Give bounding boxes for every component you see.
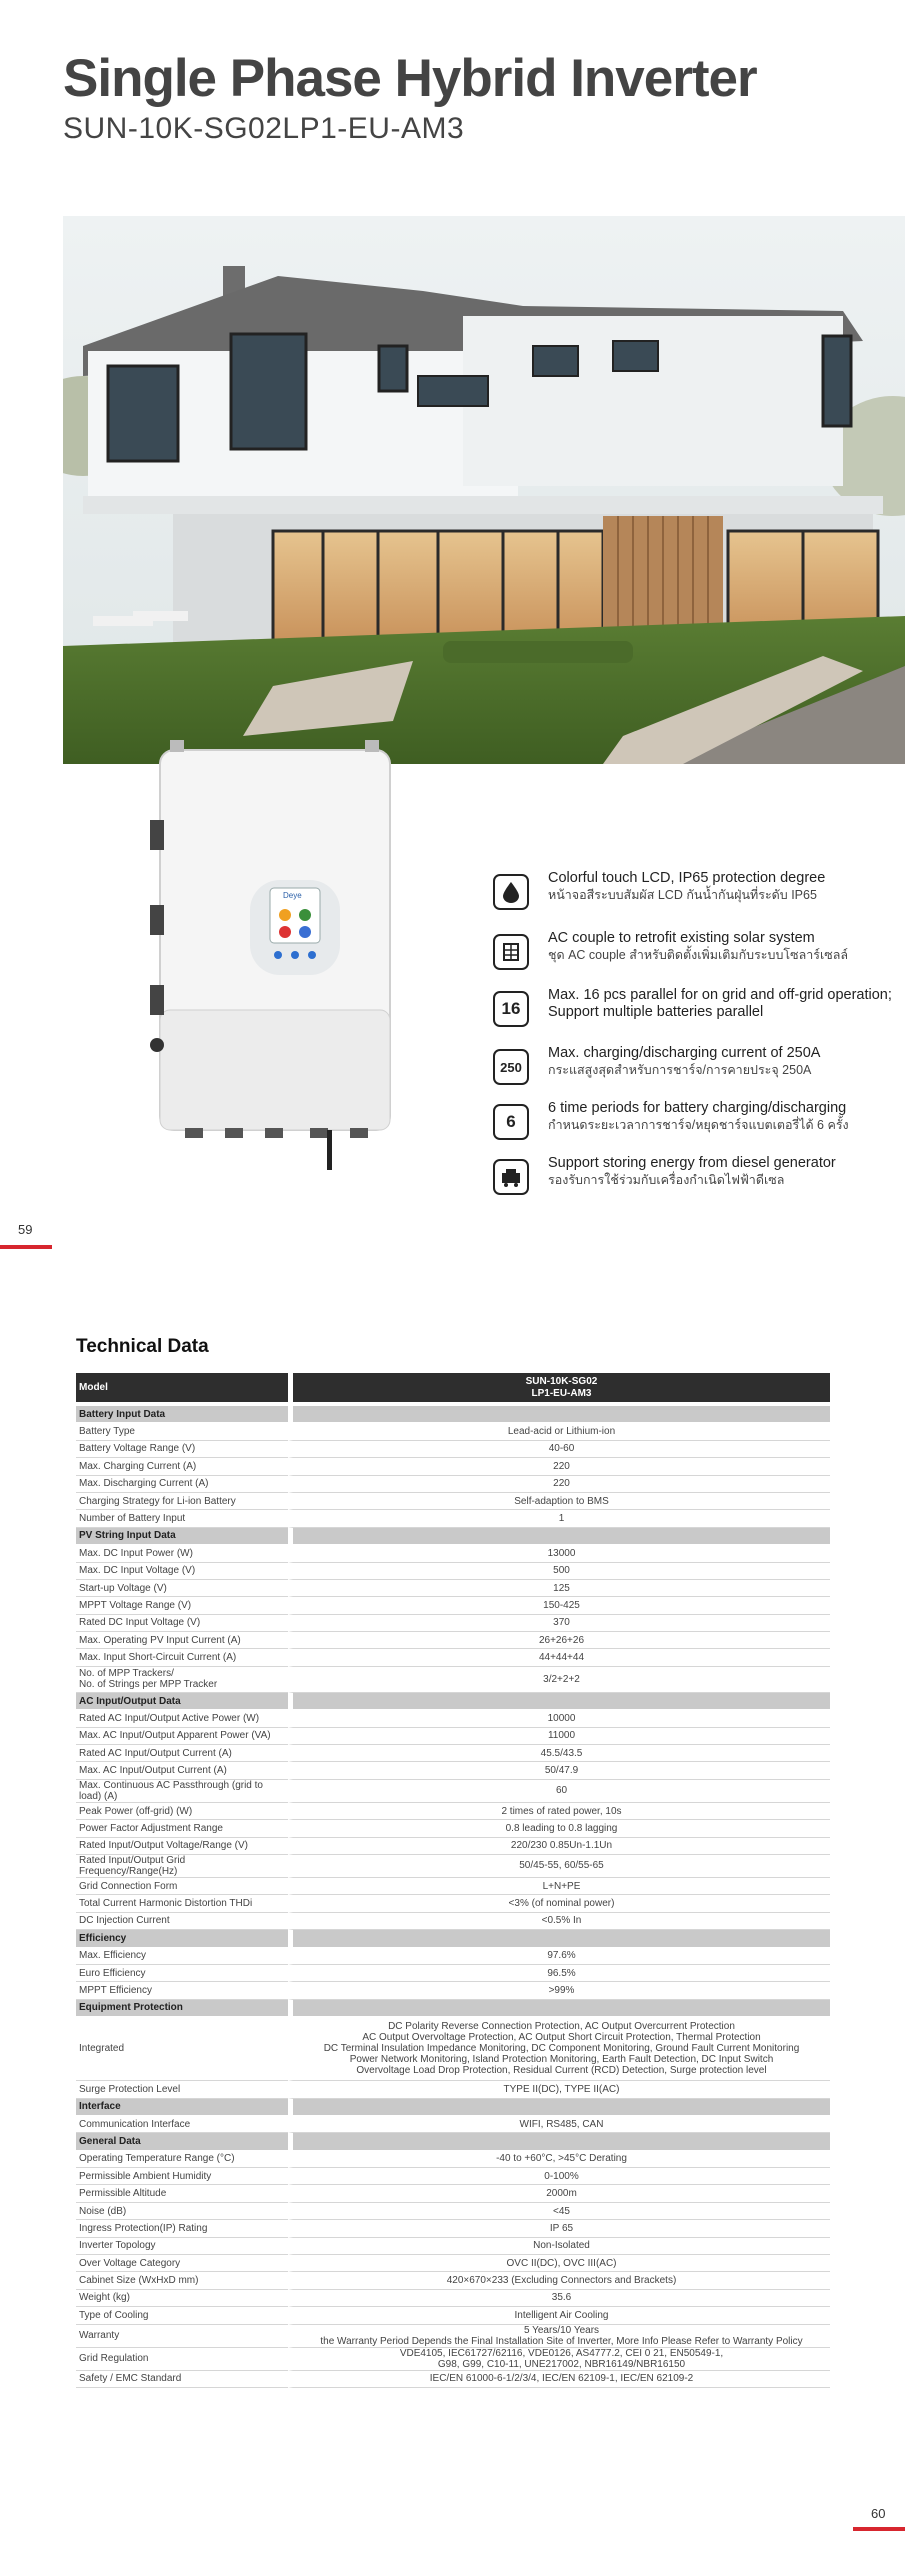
model-value <box>288 1373 830 1406</box>
feature-parallel <box>493 987 903 1033</box>
spec-value: <45 <box>288 2203 830 2220</box>
spec-label: Max. Operating PV Input Current (A) <box>76 1632 288 1649</box>
table-row <box>76 2348 830 2371</box>
section-header-row <box>76 2099 830 2116</box>
table-row <box>76 2168 830 2185</box>
spec-value: <0.5% In <box>288 1913 830 1930</box>
spec-label: Rated DC Input Voltage (V) <box>76 1615 288 1632</box>
spec-value: <3% (of nominal power) <box>288 1895 830 1912</box>
spec-label: Max. DC Input Power (W) <box>76 1545 288 1562</box>
table-row <box>76 1441 830 1458</box>
spec-label: AC Input/Output Data <box>76 1693 288 1710</box>
spec-label: Start-up Voltage (V) <box>76 1580 288 1597</box>
spec-value: 97.6% <box>288 1948 830 1965</box>
spec-value: 1 <box>288 1510 830 1527</box>
spec-label: Interface <box>76 2099 288 2116</box>
feature-generator <box>493 1155 903 1201</box>
spec-label: Battery Voltage Range (V) <box>76 1441 288 1458</box>
spec-value: 96.5% <box>288 1965 830 1982</box>
spec-label: Max. AC Input/Output Apparent Power (VA) <box>76 1728 288 1745</box>
table-row <box>76 1913 830 1930</box>
spec-label: Max. Continuous AC Passthrough (grid to load) (A) <box>76 1780 288 1803</box>
spec-label: Integrated <box>76 2017 288 2081</box>
spec-label: Weight (kg) <box>76 2290 288 2307</box>
spec-value: >99% <box>288 1982 830 1999</box>
spec-label: Power Factor Adjustment Range <box>76 1820 288 1837</box>
table-row <box>76 2290 830 2307</box>
spec-value: Intelligent Air Cooling <box>288 2307 830 2324</box>
spec-value: Lead-acid or Lithium-ion <box>288 1423 830 1440</box>
spec-label: Max. AC Input/Output Current (A) <box>76 1762 288 1779</box>
table-row <box>76 2272 830 2289</box>
spec-value: 220 <box>288 1458 830 1475</box>
spec-value: 35.6 <box>288 2290 830 2307</box>
section-header-row <box>76 1693 830 1710</box>
table-row <box>76 2238 830 2255</box>
table-row <box>76 1632 830 1649</box>
table-row <box>76 1803 830 1820</box>
spec-value: 60 <box>288 1780 830 1803</box>
spec-value <box>288 1528 830 1545</box>
table-row <box>76 1728 830 1745</box>
spec-label: Total Current Harmonic Distortion THDi <box>76 1895 288 1912</box>
spec-value: L+N+PE <box>288 1878 830 1895</box>
table-row <box>76 2220 830 2237</box>
brand-label: Deye <box>283 891 302 900</box>
spec-value: DC Polarity Reverse Connection Protection, AC Output Overcurrent Protection AC Output Overvoltage Protection, AC Output Short Circuit Protection, Thermal Protection DC Terminal Insulation Impedance Monitoring, DC Component Monitoring, Ground Fault Current Monitoring Power Network Monitoring, Island Protection Monitoring, Earth Fault Detection, DC Input Switch Overvoltage Load Drop Protection, Residual Current (RCD) Detection, Surge protection level <box>288 2017 830 2081</box>
page-marker-bar <box>853 2527 905 2531</box>
page-marker-bar <box>0 1245 52 1249</box>
table-row <box>76 1667 830 1693</box>
table-row <box>76 2185 830 2202</box>
spec-label: DC Injection Current <box>76 1913 288 1930</box>
spec-value: 50/47.9 <box>288 1762 830 1779</box>
spec-value: IEC/EN 61000-6-1/2/3/4, IEC/EN 62109-1, IEC/EN 62109-2 <box>288 2371 830 2388</box>
table-row <box>76 2017 830 2081</box>
spec-label: Surge Protection Level <box>76 2081 288 2098</box>
table-row <box>76 1948 830 1965</box>
table-row <box>76 1780 830 1803</box>
spec-value: 220/230 0.85Un-1.1Un <box>288 1838 830 1855</box>
spec-label: Max. Efficiency <box>76 1948 288 1965</box>
spec-label: Noise (dB) <box>76 2203 288 2220</box>
table-row <box>76 1423 830 1440</box>
section-header-row <box>76 1528 830 1545</box>
spec-value <box>288 2000 830 2017</box>
table-row <box>76 1615 830 1632</box>
spec-label: MPPT Efficiency <box>76 1982 288 1999</box>
table-row <box>76 1838 830 1855</box>
spec-label: Permissible Altitude <box>76 2185 288 2202</box>
spec-value: TYPE II(DC), TYPE II(AC) <box>288 2081 830 2098</box>
spec-value: 10000 <box>288 1710 830 1727</box>
spec-label: Charging Strategy for Li-ion Battery <box>76 1493 288 1510</box>
spec-label: Safety / EMC Standard <box>76 2371 288 2388</box>
model-label: Model <box>76 1373 288 1406</box>
table-row <box>76 2151 830 2168</box>
spec-label: Max. Charging Current (A) <box>76 1458 288 1475</box>
generator-icon <box>493 1159 529 1195</box>
table-row <box>76 1597 830 1614</box>
page-number-left: 59 <box>18 1222 33 1237</box>
feature-text-en: AC couple to retrofit existing solar system <box>548 930 815 946</box>
table-header-row <box>76 1373 830 1406</box>
spec-value <box>288 1406 830 1423</box>
feature-text-en: Max. charging/discharging current of 250A <box>548 1045 821 1061</box>
spec-label: Equipment Protection <box>76 2000 288 2017</box>
section-header-row <box>76 2133 830 2150</box>
feature-current <box>493 1045 903 1091</box>
spec-value: 125 <box>288 1580 830 1597</box>
feature-text-th: รองรับการใช้ร่วมกับเครื่องกำเนิดไฟฟ้าดีเซล <box>548 1173 785 1187</box>
section-header-row <box>76 1930 830 1947</box>
spec-label: Battery Type <box>76 1423 288 1440</box>
spec-label: General Data <box>76 2133 288 2150</box>
spec-label: No. of MPP Trackers/ No. of Strings per MPP Tracker <box>76 1667 288 1693</box>
feature-text-en: 6 time periods for battery charging/discharging <box>548 1100 847 1116</box>
spec-label: Over Voltage Category <box>76 2255 288 2272</box>
spec-value: 45.5/43.5 <box>288 1745 830 1762</box>
spec-value: 2 times of rated power, 10s <box>288 1803 830 1820</box>
table-row <box>76 1563 830 1580</box>
spec-value: 500 <box>288 1563 830 1580</box>
feature-ac-couple <box>493 930 903 976</box>
table-row <box>76 2371 830 2388</box>
spec-value: 0-100% <box>288 2168 830 2185</box>
table-row <box>76 1745 830 1762</box>
table-row <box>76 2255 830 2272</box>
spec-value: IP 65 <box>288 2220 830 2237</box>
spec-label: Rated AC Input/Output Active Power (W) <box>76 1710 288 1727</box>
table-row <box>76 1982 830 1999</box>
spec-label: Max. Discharging Current (A) <box>76 1476 288 1493</box>
spec-value: Non-Isolated <box>288 2238 830 2255</box>
table-row <box>76 1855 830 1878</box>
table-row <box>76 1878 830 1895</box>
spec-value: Self-adaption to BMS <box>288 1493 830 1510</box>
spec-value: -40 to +60°C, >45°C Derating <box>288 2151 830 2168</box>
table-row <box>76 1965 830 1982</box>
spec-label: PV String Input Data <box>76 1528 288 1545</box>
table-row <box>76 2325 830 2348</box>
spec-label: MPPT Voltage Range (V) <box>76 1597 288 1614</box>
spec-value: 2000m <box>288 2185 830 2202</box>
feature-text-th: หน้าจอสีระบบสัมผัส LCD กันน้ำกันฝุ่นที่ระดับ IP65 <box>548 888 817 902</box>
parallel-16-badge: 16 <box>493 991 529 1027</box>
spec-value: 40-60 <box>288 1441 830 1458</box>
spec-value <box>288 1693 830 1710</box>
spec-label: Max. Input Short-Circuit Current (A) <box>76 1649 288 1666</box>
spec-value: 420×670×233 (Excluding Connectors and Brackets) <box>288 2272 830 2289</box>
table-row <box>76 2307 830 2324</box>
house-photo <box>63 216 905 764</box>
spec-label: Efficiency <box>76 1930 288 1947</box>
spec-label: Grid Regulation <box>76 2348 288 2371</box>
model-subtitle: SUN-10K-SG02LP1-EU-AM3 <box>63 112 465 145</box>
table-row <box>76 2081 830 2098</box>
spec-value: 26+26+26 <box>288 1632 830 1649</box>
periods-6-badge: 6 <box>493 1104 529 1140</box>
spec-label: Max. DC Input Voltage (V) <box>76 1563 288 1580</box>
table-row <box>76 1458 830 1475</box>
spec-label: Grid Connection Form <box>76 1878 288 1895</box>
spec-value <box>288 2133 830 2150</box>
spec-value: 13000 <box>288 1545 830 1562</box>
spec-label: Peak Power (off-grid) (W) <box>76 1803 288 1820</box>
table-row <box>76 1510 830 1527</box>
spec-label: Ingress Protection(IP) Rating <box>76 2220 288 2237</box>
spec-label: Cabinet Size (WxHxD mm) <box>76 2272 288 2289</box>
spec-value: 11000 <box>288 1728 830 1745</box>
spec-value: 5 Years/10 Years the Warranty Period Depends the Final Installation Site of Inverter, More Info Please Refer to Warranty Policy <box>288 2325 830 2348</box>
spec-label: Warranty <box>76 2325 288 2348</box>
table-row <box>76 1476 830 1493</box>
table-row <box>76 1820 830 1837</box>
spec-label: Communication Interface <box>76 2116 288 2133</box>
spec-value: OVC II(DC), OVC III(AC) <box>288 2255 830 2272</box>
feature-text-th: กระแสสูงสุดสำหรับการชาร์จ/การคายประจุ 250A <box>548 1063 812 1077</box>
spec-label: Number of Battery Input <box>76 1510 288 1527</box>
spec-label: Battery Input Data <box>76 1406 288 1423</box>
feature-text-th: กำหนดระยะเวลาการชาร์จ/หยุดชาร์จแบตเตอรี่ได้ 6 ครั้ง <box>548 1118 849 1132</box>
spec-value: 370 <box>288 1615 830 1632</box>
inverter-product-image <box>150 730 410 1170</box>
section-header-row <box>76 1406 830 1423</box>
spec-label: Rated AC Input/Output Current (A) <box>76 1745 288 1762</box>
spec-label: Operating Temperature Range (°C) <box>76 2151 288 2168</box>
table-row <box>76 2203 830 2220</box>
section-header-row <box>76 2000 830 2017</box>
current-250-badge: 250 <box>493 1049 529 1085</box>
model-value-line-2: LP1-EU-AM3 <box>531 1387 592 1399</box>
feature-lcd <box>493 870 903 916</box>
table-row <box>76 1710 830 1727</box>
spec-label: Permissible Ambient Humidity <box>76 2168 288 2185</box>
spec-value: WIFI, RS485, CAN <box>288 2116 830 2133</box>
spec-label: Euro Efficiency <box>76 1965 288 1982</box>
spec-label: Inverter Topology <box>76 2238 288 2255</box>
table-row <box>76 1580 830 1597</box>
feature-text-th: ชุด AC couple สำหรับติดตั้งเพิ่มเติมกับระบบโซลาร์เซลล์ <box>548 948 849 962</box>
feature-text-en: Support storing energy from diesel generator <box>548 1155 836 1171</box>
table-row <box>76 1762 830 1779</box>
tech-data-table <box>76 1373 830 2388</box>
feature-time-periods <box>493 1100 903 1146</box>
feature-text-en: Max. 16 pcs parallel for on grid and off-grid operation; Support multiple batteries parallel <box>548 987 892 1020</box>
solar-panel-icon <box>493 934 529 970</box>
page-number-right: 60 <box>871 2506 886 2521</box>
water-drop-icon <box>493 874 529 910</box>
spec-value <box>288 1930 830 1947</box>
tech-data-title: Technical Data <box>76 1336 209 1357</box>
spec-value: 44+44+44 <box>288 1649 830 1666</box>
spec-value: 0.8 leading to 0.8 lagging <box>288 1820 830 1837</box>
spec-value: 50/45-55, 60/55-65 <box>288 1855 830 1878</box>
feature-text-en: Colorful touch LCD, IP65 protection degree <box>548 870 826 886</box>
spec-value: 220 <box>288 1476 830 1493</box>
table-row <box>76 1649 830 1666</box>
table-row <box>76 1493 830 1510</box>
spec-label: Type of Cooling <box>76 2307 288 2324</box>
page-title: Single Phase Hybrid Inverter <box>63 49 757 108</box>
spec-value <box>288 2099 830 2116</box>
table-row <box>76 1545 830 1562</box>
spec-value: 150-425 <box>288 1597 830 1614</box>
spec-label: Rated Input/Output Grid Frequency/Range(Hz) <box>76 1855 288 1878</box>
model-value-line-1: SUN-10K-SG02 <box>525 1375 598 1387</box>
spec-label: Rated Input/Output Voltage/Range (V) <box>76 1838 288 1855</box>
spec-value: VDE4105, IEC61727/62116, VDE0126, AS4777.2, CEI 0 21, EN50549-1, G98, G99, C10-11, UNE217002, NBR16149/NBR16150 <box>288 2348 830 2371</box>
spec-value: 3/2+2+2 <box>288 1667 830 1693</box>
table-row <box>76 2116 830 2133</box>
table-row <box>76 1895 830 1912</box>
